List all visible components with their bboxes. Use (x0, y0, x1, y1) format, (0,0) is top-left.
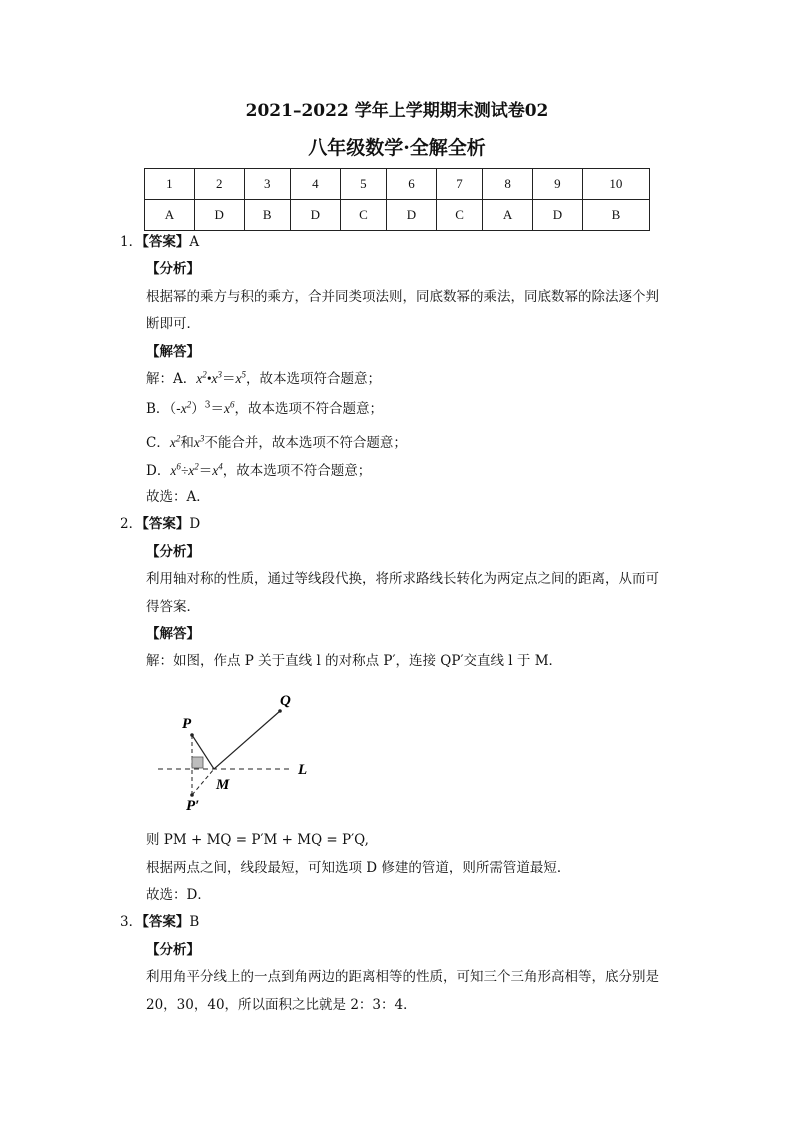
q2-solution-line-1: 解：如图，作点 P 关于直线 l 的对称点 P′，连接 QP′交直线 l 于 M． (146, 653, 563, 669)
table-cell: 10 (582, 169, 649, 200)
q1-solution-line-4: D．$x^6\div x^2=x^4$，故本选项不符合题意； (146, 461, 372, 479)
table-cell: C (436, 200, 482, 231)
answer-table-answer-row (145, 200, 650, 231)
q2-reason: 根据两点之间，线段最短，可知选项 D 修建的管道，则所需管道最短． (146, 860, 571, 876)
table-cell: 8 (483, 169, 533, 200)
label-p: P (182, 716, 192, 732)
answer-table (144, 168, 650, 231)
label-m: M (216, 777, 230, 793)
q1-solution-line-1: 解：A．$x^2•x^3=x^5$，故本选项符合题意； (146, 369, 381, 387)
point-p-prime (190, 793, 194, 797)
q2-equation: 则 PM + MQ = P′M + MQ = P′Q, (146, 832, 369, 848)
q3-analysis-line-1: 利用角平分线上的一点到角两边的距离相等的性质，可知三个三角形高相等，底分别是 (146, 969, 659, 985)
q1-s2-tail: ，故本选项不符合题意； (234, 401, 383, 417)
q2-answer: D (189, 516, 201, 532)
label-l: L (298, 762, 308, 778)
table-cell: D (387, 200, 437, 231)
table-cell: 2 (194, 169, 244, 200)
geometry-figure (150, 680, 330, 815)
q2-analysis-line-1: 利用轴对称的性质，通过等线段代换，将所求路线长转化为两定点之间的距离，从而可 (146, 571, 659, 587)
q3-analysis-label: 【分析】 (146, 942, 200, 958)
q3-answer: B (189, 914, 200, 930)
table-cell: D (533, 200, 583, 231)
table-cell: A (145, 200, 195, 231)
q2-solution-label: 【解答】 (146, 626, 200, 642)
q1-s4-prefix: D． (146, 463, 171, 479)
q1-answer: A (189, 234, 200, 250)
q2-answer-label: 【答案】 (142, 516, 190, 532)
point-q (278, 709, 282, 713)
q1-answer-label: 【答案】 (142, 234, 190, 250)
q1-analysis-line-1: 根据幂的乘方与积的乘方，合并同类项法则，同底数幂的乘法，同底数幂的除法逐个判 (146, 289, 659, 305)
table-cell: 6 (387, 169, 437, 200)
q1-answer-line (120, 232, 199, 252)
q1-s2-prefix: B．（- (146, 401, 181, 417)
page-title: 2021–2022 学年上学期期末测试卷02 (245, 101, 549, 121)
q2-analysis-line-2: 得答案． (146, 599, 200, 615)
table-cell: 4 (290, 169, 340, 200)
q3-answer-label: 【答案】 (142, 914, 190, 930)
q1-number: 1． (120, 234, 143, 250)
q2-number: 2． (120, 516, 143, 532)
segment-m-q (214, 711, 280, 769)
q1-solution-line-3: C．$x^2$和$x^3$不能合并，故本选项不符合题意； (146, 433, 407, 451)
table-cell: D (290, 200, 340, 231)
segment-p-prime-m (192, 769, 214, 795)
q2-analysis-label: 【分析】 (146, 544, 200, 560)
table-cell: B (244, 200, 290, 231)
q3-answer-line (120, 912, 199, 932)
q1-solution-line-2: B．$(-x^2)^3=x^6$，故本选项不符合题意； (146, 399, 383, 417)
q1-s3-prefix: C． (146, 435, 170, 451)
q1-s1-tail: ，故本选项符合题意； (245, 371, 381, 387)
table-cell: 1 (145, 169, 195, 200)
table-cell: 7 (436, 169, 482, 200)
table-cell: 9 (533, 169, 583, 200)
page-subtitle: 八年级数学·全解全析 (308, 137, 486, 159)
q1-analysis-label: 【分析】 (146, 261, 200, 277)
point-p (190, 733, 194, 737)
table-cell: 5 (340, 169, 386, 200)
q1-s3-tail: 不能合并，故本选项不符合题意； (204, 435, 407, 451)
q1-s4-tail: ，故本选项不符合题意； (222, 463, 372, 479)
table-cell: D (194, 200, 244, 231)
q1-conclusion: 故选：A． (146, 489, 210, 505)
q1-solution-label: 【解答】 (146, 344, 200, 360)
right-angle-marker (192, 757, 203, 768)
table-cell: 3 (244, 169, 290, 200)
q2-conclusion: 故选：D． (146, 887, 211, 903)
table-cell: A (483, 200, 533, 231)
q3-analysis-line-2: 20，30，40，所以面积之比就是 2：3：4． (146, 997, 417, 1013)
answer-table-number-row (145, 169, 650, 200)
q3-number: 3． (120, 914, 143, 930)
q1-analysis-line-2: 断即可． (146, 316, 200, 332)
label-p-prime: P′ (186, 798, 200, 814)
table-cell: B (582, 200, 649, 231)
q2-answer-line (120, 514, 200, 534)
label-q: Q (280, 693, 291, 709)
table-cell: C (340, 200, 386, 231)
q1-s3-mid: 和 (180, 435, 194, 451)
q1-s1-prefix: 解：A． (146, 371, 197, 387)
